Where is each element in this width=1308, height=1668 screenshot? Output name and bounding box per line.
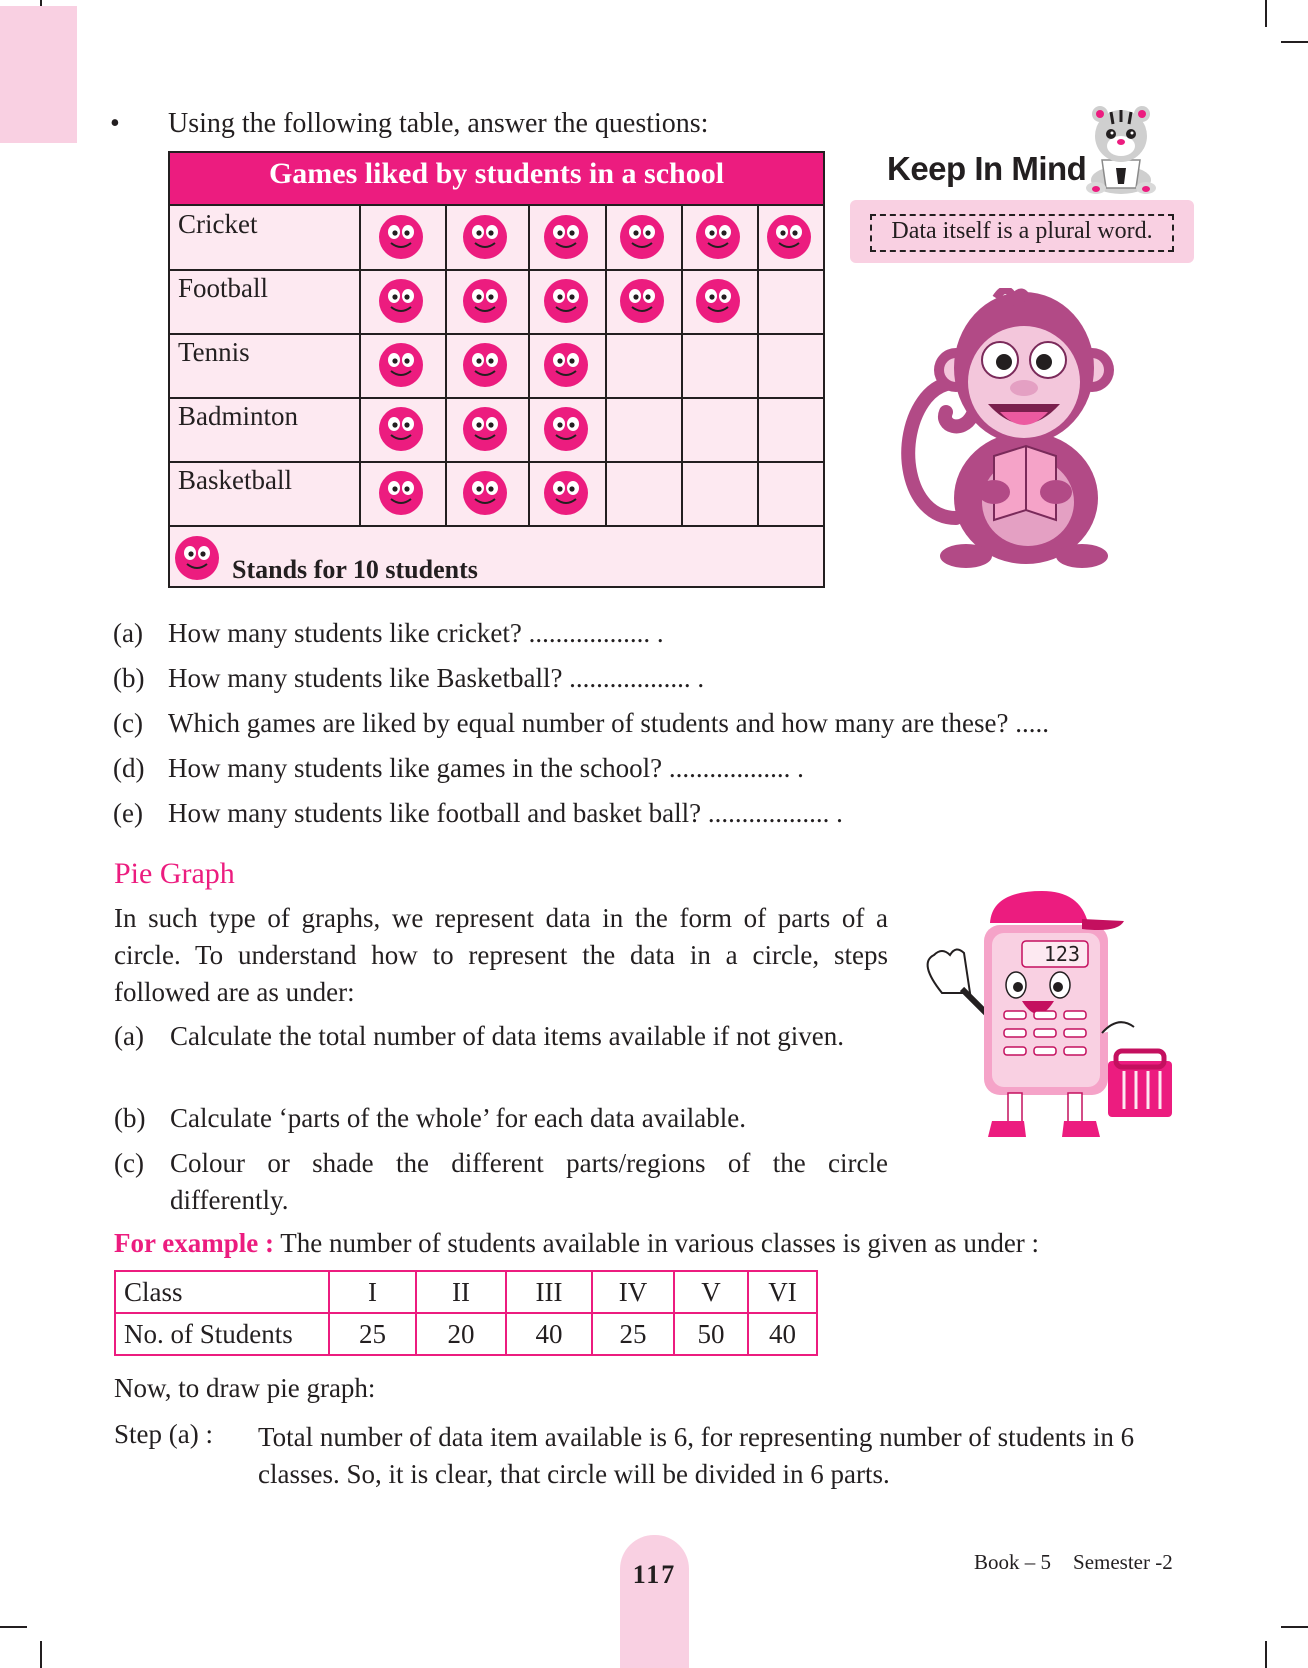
col-line — [528, 204, 530, 526]
calculator-mascot-illustration — [912, 885, 1174, 1141]
smiley-icon — [462, 406, 508, 452]
table-cell: III — [506, 1271, 592, 1313]
table-cell: II — [416, 1271, 506, 1313]
monkey-reading-illustration — [896, 288, 1122, 580]
row-line — [170, 269, 823, 271]
table-header-cell: No. of Students — [115, 1313, 329, 1355]
smiley-icon — [174, 535, 220, 581]
keep-in-mind-box — [850, 200, 1194, 263]
question-label: (e) — [113, 798, 143, 828]
smiley-icon — [462, 470, 508, 516]
crop-mark — [1265, 0, 1267, 27]
step-text: Calculate the total number of data items available if not given. — [170, 1021, 845, 1051]
question-label: (d) — [113, 753, 145, 783]
smiley-icon — [378, 470, 424, 516]
table-row — [115, 1313, 817, 1355]
legend-text: Stands for 10 students — [232, 555, 478, 584]
table-cell: VI — [748, 1271, 817, 1313]
col-line — [605, 204, 607, 526]
example-text: The number of students available in various classes is given as under : — [273, 1228, 1040, 1258]
question-text: How many students like football and basket ball? .................. . — [168, 798, 843, 828]
crop-mark — [1281, 1626, 1308, 1628]
section-heading: Pie Graph — [114, 857, 235, 890]
crop-mark — [40, 1641, 42, 1668]
keep-in-mind-title: Keep In Mind — [887, 150, 1087, 187]
smiley-icon — [543, 342, 589, 388]
question-text: How many students like cricket? .................. . — [168, 618, 664, 648]
step-text: Colour or shade the different parts/regions of the circle differently. — [170, 1148, 888, 1215]
kitten-icon — [1078, 104, 1164, 196]
crop-mark — [0, 1626, 27, 1628]
question-label: (c) — [113, 708, 143, 738]
smiley-icon — [378, 278, 424, 324]
question-text: How many students like Basketball? .................. . — [168, 663, 705, 693]
smiley-icon — [543, 406, 589, 452]
smiley-icon — [543, 278, 589, 324]
page-number-tab — [620, 1535, 689, 1668]
col-line — [757, 204, 759, 526]
step-a-label: Step (a) : — [114, 1419, 213, 1449]
smiley-icon — [378, 406, 424, 452]
footer — [974, 1550, 1173, 1575]
table-row — [115, 1271, 817, 1313]
smiley-icon — [543, 214, 589, 260]
row-line — [170, 397, 823, 399]
question-text: How many students like games in the school? .................. . — [168, 753, 804, 783]
step-text: Calculate ‘parts of the whole’ for each data available. — [170, 1103, 746, 1133]
smiley-icon — [619, 214, 665, 260]
col-line — [445, 204, 447, 526]
pie-step-b — [114, 1100, 888, 1137]
crop-mark — [1281, 41, 1308, 43]
smiley-icon — [378, 214, 424, 260]
example-label: For example : — [114, 1228, 274, 1258]
smiley-icon — [462, 214, 508, 260]
keep-in-mind-text: Data itself is a plural word. — [870, 214, 1174, 252]
question-label: (b) — [113, 663, 145, 693]
table-cell: V — [674, 1271, 748, 1313]
table-cell: 25 — [592, 1313, 674, 1355]
step-label: (c) — [114, 1148, 144, 1178]
bullet: • — [110, 108, 120, 139]
smiley-icon — [378, 342, 424, 388]
smiley-icon — [766, 214, 812, 260]
step-a-text: Total number of data item available is 6, for representing number of students in 6 classes. So, it is clear, that circle will be divided in 6 parts. — [258, 1422, 1135, 1489]
calculator-display-text: 123 — [1043, 942, 1080, 966]
pie-intro-paragraph: In such type of graphs, we represent data in the form of parts of a circle. To understand how to represent the data in a circle, steps followed are as under: — [114, 903, 888, 1007]
game-cricket: Cricket — [178, 209, 258, 239]
intro-text: Using the following table, answer the questions: — [168, 108, 709, 139]
row-line — [170, 525, 823, 527]
side-tab — [0, 6, 77, 143]
question-text: Which games are liked by equal number of students and how many are these? ..... — [168, 708, 1049, 738]
example-line — [114, 1228, 1039, 1259]
game-badminton: Badminton — [178, 401, 298, 431]
class-students-table — [114, 1270, 818, 1356]
table-cell: 40 — [506, 1313, 592, 1355]
table-cell: 40 — [748, 1313, 817, 1355]
col-line — [681, 204, 683, 526]
smiley-icon — [462, 278, 508, 324]
pie-step-c — [114, 1145, 888, 1219]
table-cell: I — [329, 1271, 416, 1313]
smiley-icon — [695, 278, 741, 324]
footer-semester: Semester -2 — [1073, 1550, 1173, 1574]
smiley-icon — [543, 470, 589, 516]
game-basketball: Basketball — [178, 465, 292, 495]
footer-book: Book – 5 — [974, 1550, 1052, 1574]
crop-mark — [1265, 1641, 1267, 1668]
table-cell: 25 — [329, 1313, 416, 1355]
pictograph-title: Games liked by students in a school — [170, 153, 823, 206]
table-cell: 50 — [674, 1313, 748, 1355]
step-label: (a) — [114, 1021, 144, 1051]
now-text: Now, to draw pie graph: — [114, 1373, 376, 1403]
page-number: 117 — [632, 1560, 677, 1589]
smiley-icon — [695, 214, 741, 260]
row-line — [170, 461, 823, 463]
smiley-icon — [462, 342, 508, 388]
pie-step-a — [114, 1018, 888, 1055]
smiley-icon — [619, 278, 665, 324]
table-cell: IV — [592, 1271, 674, 1313]
table-header-cell: Class — [115, 1271, 329, 1313]
step-label: (b) — [114, 1103, 146, 1133]
row-line — [170, 333, 823, 335]
pictograph-table — [168, 151, 825, 588]
table-cell: 20 — [416, 1313, 506, 1355]
game-tennis: Tennis — [178, 337, 250, 367]
question-label: (a) — [113, 618, 143, 648]
col-line — [359, 204, 361, 526]
game-football: Football — [178, 273, 269, 303]
